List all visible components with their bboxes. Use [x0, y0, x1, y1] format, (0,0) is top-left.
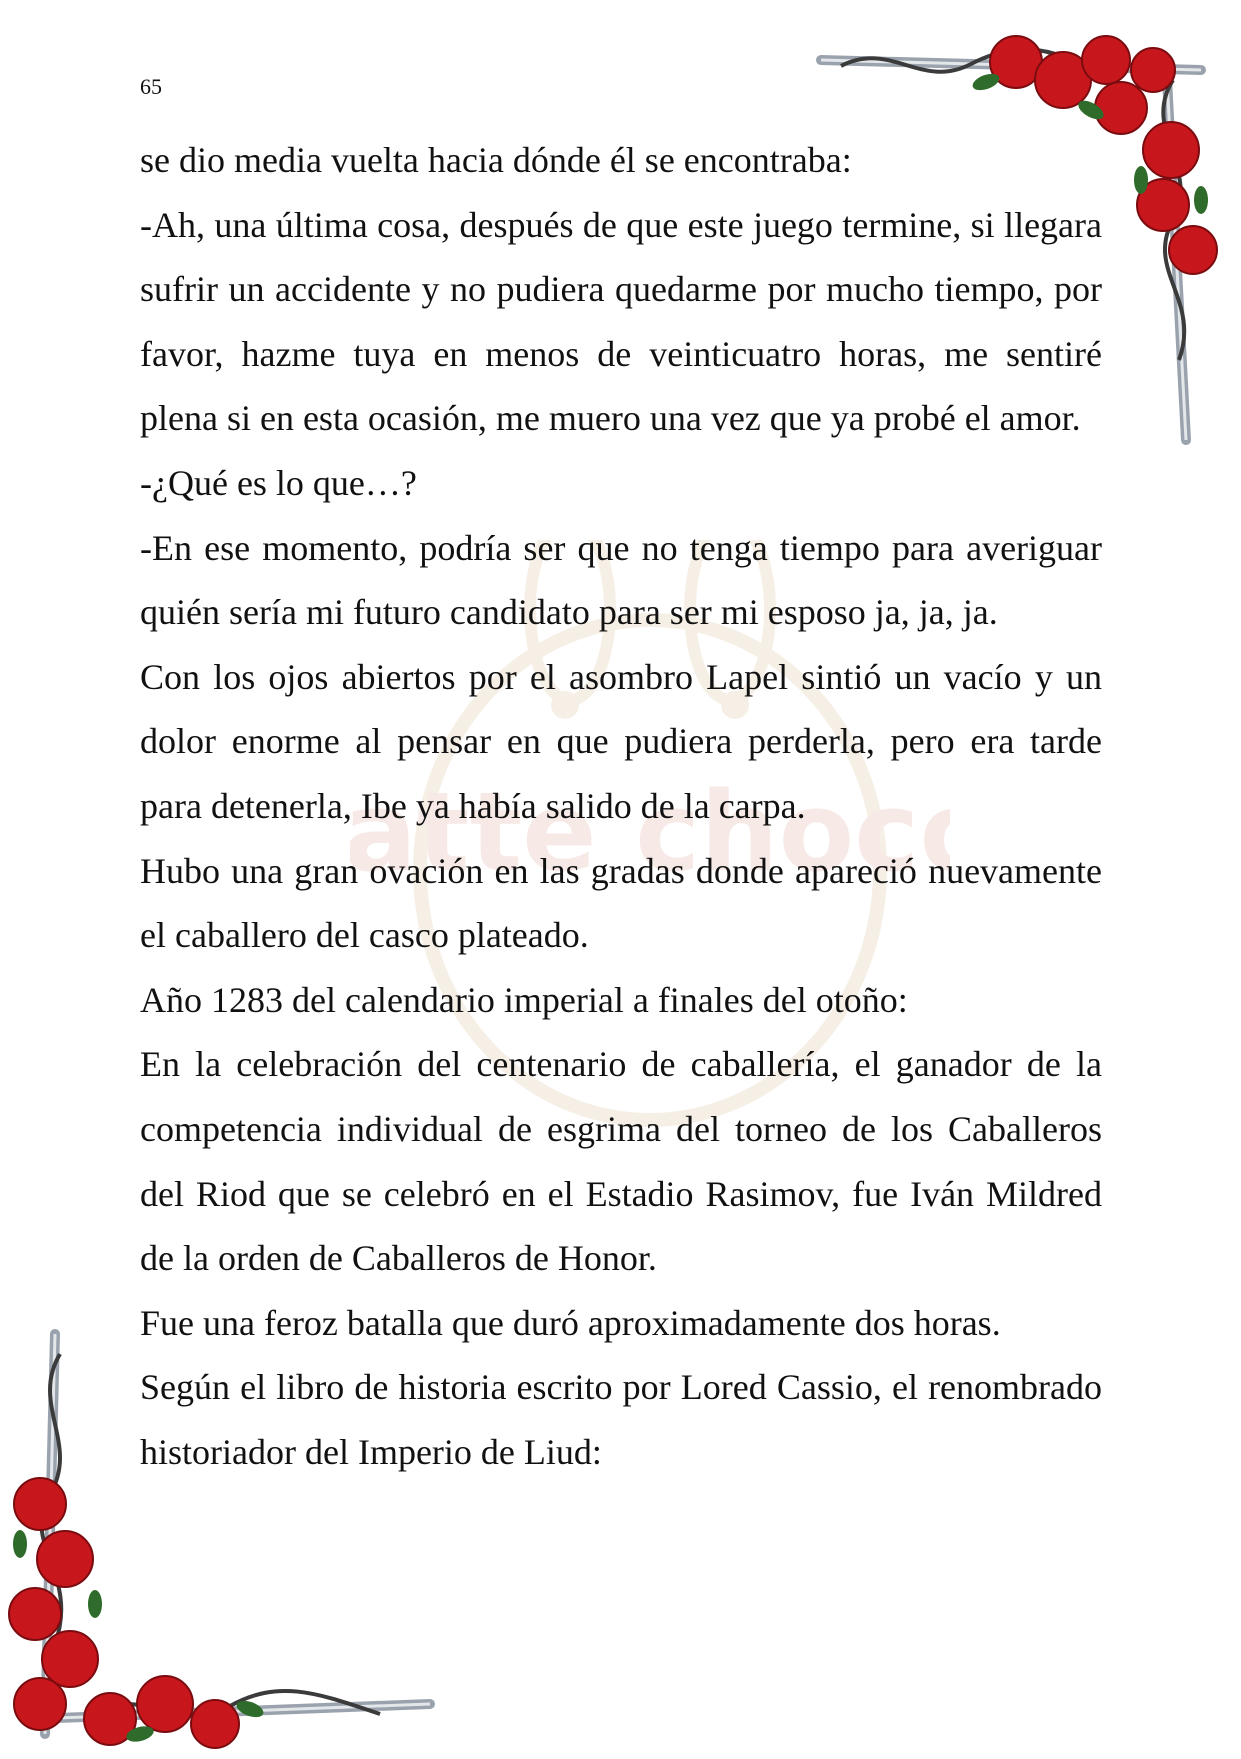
paragraph: En la celebración del centenario de caballería, el ganador de la competencia individual de esgrima del torneo de los Caballeros del Riod que se celebró en el Estadio Rasimov, fue Iván Mildred de la orden de Caballeros de Honor.	[140, 1044, 1102, 1279]
watermark-text: atte choc	[350, 768, 920, 896]
paragraph: -Ah, una última cosa, después de que este juego termine, si llegara sufrir un accidente y no pudiera quedarme por mucho tiempo, por favor, hazme tuya en menos de veinticuatro horas, me sentiré plena si en esta ocasión, me muero una vez que ya probé el amor.	[140, 204, 1102, 439]
paragraph: Con los ojos abiertos por el asombro Lapel sintió un vacío y un dolor enorme al pensar en que pudiera perderla, pero era tarde para detenerla, Ibe ya había salido de la carpa.	[140, 656, 1102, 826]
paragraph: -En ese momento, podría ser que no tenga tiempo para averiguar quién sería mi futuro candidato para ser mi esposo ja, ja, ja.	[140, 527, 1102, 633]
paragraph: -¿Qué es lo que…?	[140, 462, 417, 503]
paragraph: Según el libro de historia escrito por Lored Cassio, el renombrado historiador del Imperio de Liud:	[140, 1367, 1102, 1472]
paragraph: Fue una feroz batalla que duró aproximadamente dos horas.	[140, 1302, 1001, 1343]
paragraph: Hubo una gran ovación en las gradas donde apareció nuevamente el caballero del casco plateado.	[140, 850, 1102, 956]
page-number: 65	[140, 74, 162, 99]
body-text	[140, 128, 1102, 1484]
paragraph: se dio media vuelta hacia dónde él se encontraba:	[140, 140, 852, 180]
paragraph: Año 1283 del calendario imperial a finales del otoño:	[140, 979, 908, 1020]
